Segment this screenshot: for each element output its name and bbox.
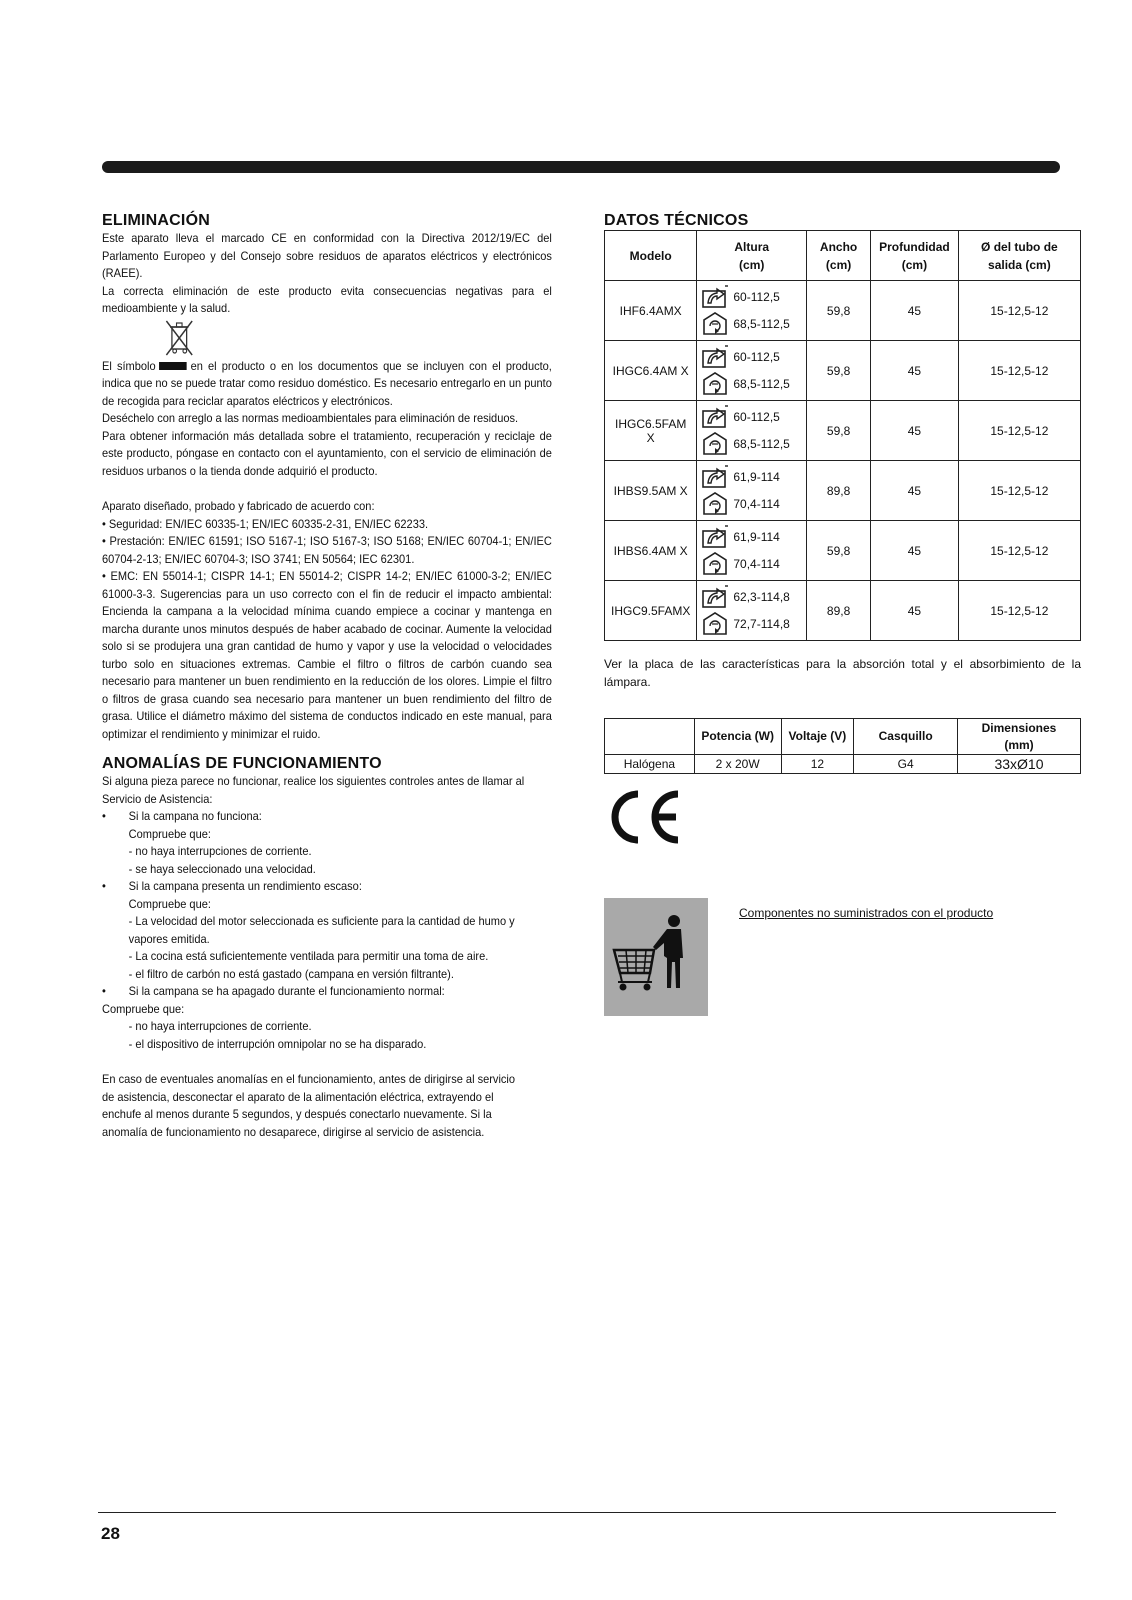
elim-paragraph: Aparato diseñado, probado y fabricado de acuerdo con: bbox=[102, 499, 375, 513]
recirculation-icon bbox=[701, 430, 733, 459]
check-item: - no haya interrupciones de corriente. bbox=[128, 1019, 312, 1033]
height-extraction bbox=[701, 284, 806, 311]
height-recirculation bbox=[701, 311, 806, 338]
width-cell: 89,8 bbox=[807, 461, 871, 521]
model-cell: IHBS9.5AM X bbox=[605, 461, 697, 521]
height-value: 60-112,5 bbox=[733, 410, 780, 424]
tech-row bbox=[605, 581, 1081, 641]
height-value: 70,4-114 bbox=[733, 557, 780, 571]
elimination-title: ELIMINACIÓN bbox=[102, 212, 210, 229]
tech-row bbox=[605, 461, 1081, 521]
header-cell: Ø del tubo de salida (cm) bbox=[958, 231, 1080, 281]
elim-paragraph: • EMC: EN 55014-1; CISPR 14-1; EN 55014-2; CISPR 14-2; EN/IEC 61000-3-2; EN/IEC 61000-3-3. Sugerencias para un uso correcto con el fin de reducir el impacto ambiental: Encienda la campana a la velocidad mínima cuando empiece a cocinar y mantenga en marcha durante unos minutos después de haber acabado de cocinar. Aumente la velocidad solo si se produjera una gran cantidad de humo y vapor y use la velocidad o velocidades turbo solo en situaciones extremas. Cambie el filtro o filtros de carbón cuando sea necesario para mantener un buen rendimiento en la reducción de los olores. Limpie el filtro o filtros de grasa cuando sea necesario para mantener un buen rendimiento del filtro de grasa. Utilice el diámetro máximo del sistema de conductos indicado en este manual, para optimizar el rendimiento y minimizar el ruido. bbox=[102, 569, 552, 741]
header-cell: Profundidad (cm) bbox=[871, 231, 959, 281]
lamp-header: Potencia (W) bbox=[694, 719, 781, 755]
model-cell: IHGC6.5FAM X bbox=[605, 401, 697, 461]
elim-paragraph: Este aparato lleva el marcado CE en conformidad con la Directiva 2012/19/EC del Parlamento Europeo y del Consejo sobre residuos de aparatos eléctricos y electrónicos (RAEE). bbox=[102, 231, 552, 280]
duct-out-icon bbox=[701, 403, 733, 432]
model-cell: IHBS6.4AM X bbox=[605, 521, 697, 581]
check-item: - el filtro de carbón no está gastado (campana en versión filtrante). bbox=[128, 966, 454, 981]
height-value: 61,9-114 bbox=[733, 470, 780, 484]
symbol-text-after: en el producto o en los documentos que se incluyen con el producto, indica que no se puede tratar como residuo doméstico. Es necesario entregarlo en un punto de recogida para reciclar aparatos eléctricos y electrónicos. bbox=[102, 358, 552, 408]
elim-paragraph: Deséchelo con arreglo a las normas medioambientales para eliminación de residuos. bbox=[102, 411, 519, 425]
height-value: 68,5-112,5 bbox=[733, 317, 790, 331]
height-cell bbox=[697, 401, 807, 461]
depth-cell: 45 bbox=[871, 521, 959, 581]
tech-row bbox=[605, 401, 1081, 461]
height-value: 60-112,5 bbox=[733, 290, 780, 304]
anom-bullet bbox=[102, 983, 516, 1001]
shopping-cart-icon-box bbox=[604, 898, 708, 1016]
depth-cell: 45 bbox=[871, 281, 959, 341]
tech-row bbox=[605, 341, 1081, 401]
height-cell bbox=[697, 461, 807, 521]
duct-out-icon bbox=[701, 283, 733, 312]
depth-cell: 45 bbox=[871, 461, 959, 521]
height-value: 60-112,5 bbox=[733, 350, 780, 364]
pipe-cell: 15-12,5-12 bbox=[958, 521, 1080, 581]
height-recirculation bbox=[701, 491, 806, 518]
height-extraction bbox=[701, 404, 806, 431]
elim-paragraph: Para obtener información más detallada sobre el tratamiento, recuperación y reciclaje de este producto, póngase en contacto con el ayuntamiento, con el servicio de eliminación de residuos urbanos o la tienda donde adquirió el producto. bbox=[102, 428, 552, 478]
header-cell: Ancho (cm) bbox=[807, 231, 871, 281]
pipe-cell: 15-12,5-12 bbox=[958, 461, 1080, 521]
model-cell: IHF6.4AMX bbox=[605, 281, 697, 341]
duct-out-icon bbox=[701, 523, 733, 552]
recirculation-icon bbox=[701, 310, 733, 339]
components-note: Componentes no suministrados con el producto bbox=[739, 906, 994, 920]
depth-cell: 45 bbox=[871, 401, 959, 461]
check-item: - no haya interrupciones de corriente. bbox=[128, 844, 312, 858]
page-number: 28 bbox=[101, 1524, 120, 1543]
lamp-table bbox=[604, 718, 1081, 774]
height-cell bbox=[697, 341, 807, 401]
pipe-cell: 15-12,5-12 bbox=[958, 281, 1080, 341]
depth-cell: 45 bbox=[871, 341, 959, 401]
height-recirculation bbox=[701, 551, 806, 578]
bullet-text: Si la campana presenta un rendimiento escaso: bbox=[128, 879, 362, 893]
header-cell: Modelo bbox=[605, 231, 697, 281]
bullet-mark: • bbox=[102, 879, 106, 893]
height-extraction bbox=[701, 464, 806, 491]
anom-bullet bbox=[102, 808, 516, 826]
height-extraction bbox=[701, 344, 806, 371]
height-value: 70,4-114 bbox=[733, 497, 780, 511]
tech-row bbox=[605, 521, 1081, 581]
recirculation-icon bbox=[701, 370, 733, 399]
height-recirculation bbox=[701, 371, 806, 398]
duct-out-icon bbox=[701, 463, 733, 492]
check-item: - La cocina está suficientemente ventilada para permitir una toma de aire. bbox=[128, 949, 489, 963]
lamp-header: Voltaje (V) bbox=[781, 719, 854, 755]
recirculation-icon bbox=[701, 610, 733, 639]
header-cell: Altura (cm) bbox=[697, 231, 807, 281]
height-value: 68,5-112,5 bbox=[733, 437, 790, 451]
pipe-cell: 15-12,5-12 bbox=[958, 581, 1080, 641]
check-item: - se haya seleccionado una velocidad. bbox=[128, 861, 316, 876]
lamp-cell: G4 bbox=[854, 755, 958, 774]
weee-symbol-wrap bbox=[102, 318, 516, 358]
shopping-cart-icon bbox=[604, 898, 708, 1016]
anom-final: En caso de eventuales anomalías en el funcionamiento, antes de dirigirse al servicio de asistencia, desconectar el aparato de la alimentación eléctrica, extrayendo el enchufe al menos durante 5 segundos, y después conectarlo nuevamente. Si la anomalía de funcionamiento no desaparece, dirigirse al servicio de asistencia. bbox=[102, 1072, 516, 1139]
check-item: - el dispositivo de interrupción omnipolar no se ha disparado. bbox=[128, 1036, 427, 1051]
height-recirculation bbox=[701, 611, 806, 638]
check-label: Compruebe que: bbox=[128, 826, 211, 841]
symbol-text-before: El símbolo bbox=[102, 358, 156, 373]
height-extraction bbox=[701, 524, 806, 551]
depth-cell: 45 bbox=[871, 581, 959, 641]
tech-title: DATOS TÉCNICOS bbox=[604, 212, 749, 229]
height-cell bbox=[697, 581, 807, 641]
recirculation-icon bbox=[701, 490, 733, 519]
height-value: 61,9-114 bbox=[733, 530, 780, 544]
right-column bbox=[604, 212, 1081, 774]
tech-table bbox=[604, 230, 1081, 641]
lamp-header bbox=[605, 719, 695, 755]
check-label: Compruebe que: bbox=[128, 896, 211, 911]
height-value: 62,3-114,8 bbox=[733, 590, 790, 604]
model-cell: IHGC9.5FAMX bbox=[605, 581, 697, 641]
pipe-cell: 15-12,5-12 bbox=[958, 401, 1080, 461]
height-extraction bbox=[701, 584, 806, 611]
duct-out-icon bbox=[701, 583, 733, 612]
lamp-cell: Halógena bbox=[605, 755, 695, 774]
height-value: 68,5-112,5 bbox=[733, 377, 790, 391]
lamp-cell: 33xØ10 bbox=[958, 755, 1081, 774]
weee-bar-symbol bbox=[159, 362, 187, 370]
lamp-header: Dimensiones (mm) bbox=[958, 719, 1081, 755]
bullet-mark: • bbox=[102, 984, 106, 998]
bullet-text: Si la campana se ha apagado durante el funcionamiento normal: bbox=[128, 984, 445, 998]
lamp-cell: 12 bbox=[781, 755, 854, 774]
duct-out-icon bbox=[701, 343, 733, 372]
elim-paragraph: • Seguridad: EN/IEC 60335-1; EN/IEC 60335-2-31, EN/IEC 62233. bbox=[102, 516, 429, 531]
width-cell: 59,8 bbox=[807, 341, 871, 401]
check-item: - La velocidad del motor seleccionada es suficiente para la cantidad de humo y vapores emitida. bbox=[128, 914, 515, 946]
anomalies-title: ANOMALÍAS DE FUNCIONAMIENTO bbox=[102, 755, 382, 772]
anomalies-text bbox=[102, 773, 525, 1141]
crossed-bin-icon bbox=[163, 319, 196, 357]
pipe-cell: 15-12,5-12 bbox=[958, 341, 1080, 401]
elim-paragraph: La correcta eliminación de este producto evita consecuencias negativas para el medioambiente y la salud. bbox=[102, 283, 552, 315]
height-cell bbox=[697, 281, 807, 341]
lamp-header: Casquillo bbox=[854, 719, 958, 755]
ce-mark-icon bbox=[604, 788, 684, 846]
elim-paragraph: • Prestación: EN/IEC 61591; ISO 5167-1; ISO 5167-3; ISO 5168; EN/IEC 60704-1; EN/IEC 60704-2-13; EN/IEC 60704-3; ISO 3741; EN 50564; IEC 62301. bbox=[102, 534, 552, 566]
width-cell: 59,8 bbox=[807, 521, 871, 581]
elimination-text bbox=[102, 230, 552, 743]
header-bar bbox=[102, 161, 1060, 173]
width-cell: 59,8 bbox=[807, 281, 871, 341]
lamp-note: Ver la placa de las características para la absorción total y el absorbimiento de la lámpara. bbox=[604, 657, 1081, 689]
elim-paragraph bbox=[102, 358, 552, 411]
width-cell: 89,8 bbox=[807, 581, 871, 641]
check-label: Compruebe que: bbox=[102, 1001, 185, 1016]
bullet-text: Si la campana no funciona: bbox=[128, 809, 262, 823]
width-cell: 59,8 bbox=[807, 401, 871, 461]
anom-bullet bbox=[102, 878, 516, 896]
bullet-mark: • bbox=[102, 809, 106, 823]
height-cell bbox=[697, 521, 807, 581]
model-cell: IHGC6.4AM X bbox=[605, 341, 697, 401]
left-column bbox=[102, 212, 552, 1141]
tech-row bbox=[605, 281, 1081, 341]
footer-rule bbox=[98, 1512, 1056, 1513]
height-value: 72,7-114,8 bbox=[733, 617, 790, 631]
height-recirculation bbox=[701, 431, 806, 458]
recirculation-icon bbox=[701, 550, 733, 579]
anom-intro: Si alguna pieza parece no funcionar, realice los siguientes controles antes de llamar al Servicio de Asistencia: bbox=[102, 774, 525, 806]
lamp-cell: 2 x 20W bbox=[694, 755, 781, 774]
